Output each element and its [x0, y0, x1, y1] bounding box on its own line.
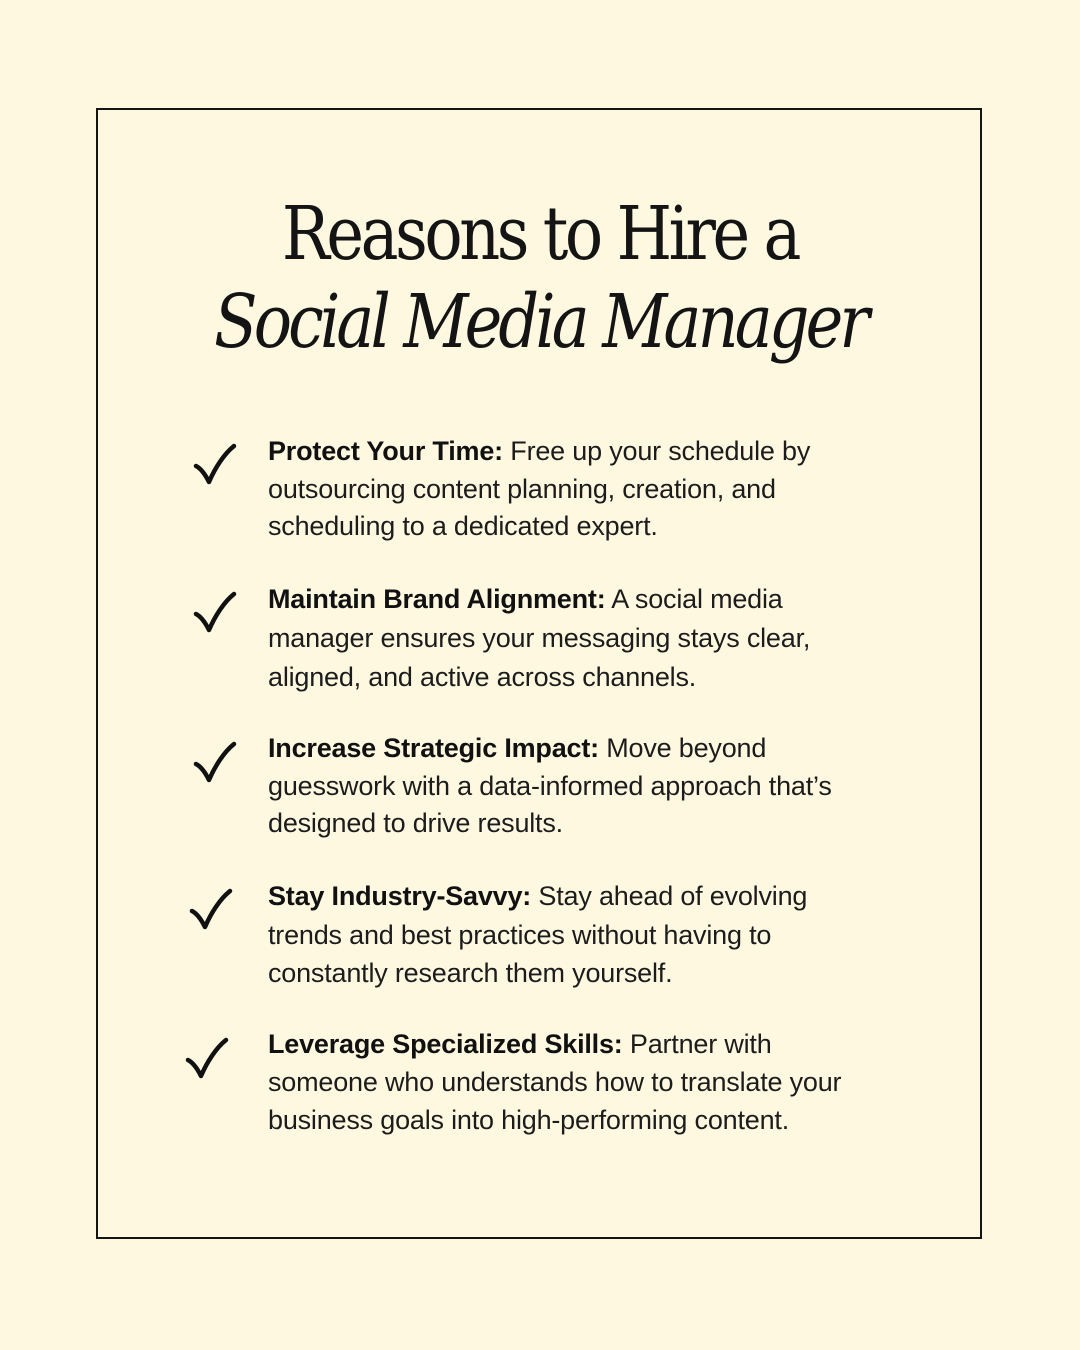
reason-text — [268, 1025, 888, 1139]
reason-heading: Protect Your Time: — [268, 436, 503, 466]
reason-heading: Leverage Specialized Skills: — [268, 1029, 623, 1059]
reason-text — [268, 730, 888, 843]
page-title — [0, 190, 1080, 366]
title-line-1: Reasons to Hire a — [281, 191, 799, 277]
checkmark-icon — [192, 590, 238, 636]
reason-heading: Maintain Brand Alignment: — [268, 584, 606, 614]
checkmark-icon — [192, 740, 238, 786]
reason-heading: Stay Industry-Savvy: — [268, 881, 532, 911]
reason-body: Stay ahead of evolving trends and best practices without having to constantly research them yourself. — [268, 881, 808, 988]
reason-body: Free up your schedule by outsourcing content planning, creation, and scheduling to a dedicated expert. — [268, 436, 811, 541]
reason-text — [268, 433, 888, 546]
reason-body: Move beyond guesswork with a data-informed approach that’s designed to drive results. — [268, 733, 832, 838]
checkmark-icon — [188, 887, 234, 933]
reason-body: A social media manager ensures your messaging stays clear, aligned, and active across channels. — [268, 584, 811, 692]
reason-heading: Increase Strategic Impact: — [268, 733, 599, 763]
checkmark-icon — [184, 1036, 230, 1082]
reason-body: Partner with someone who understands how to translate your business goals into high-performing content. — [268, 1029, 842, 1135]
title-line-2: Social Media Manager — [214, 279, 866, 365]
reason-text — [268, 580, 888, 697]
reason-text — [268, 877, 888, 993]
checkmark-icon — [192, 442, 238, 488]
